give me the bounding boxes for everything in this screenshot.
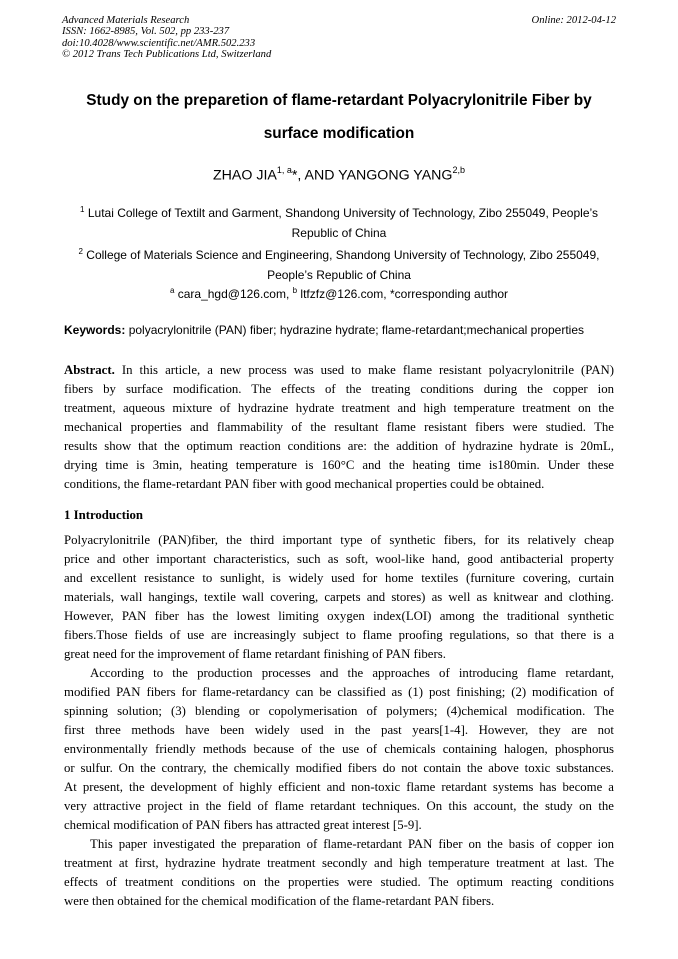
intro-line: Polyacrylonitrile (PAN)fiber, the third important type of synthetic fibers, for its relatively cheap xyxy=(64,533,614,547)
author-1-superscript: 1, a xyxy=(276,165,292,175)
affiliation-2-line-2: People’s Republic of China xyxy=(267,268,411,282)
abstract-line: fibers by surface modification. The effects of the treating conditions during the copper ion xyxy=(64,382,614,396)
affiliation-1-line-1: Lutai College of Textilt and Garment, Shandong University of Technology, Zibo 255049, People’s xyxy=(87,206,598,220)
introduction-body xyxy=(64,531,614,911)
keywords xyxy=(64,323,624,337)
intro-line: fibers.Those fields of use are increasingly subject to flame proofing regulations, so that there is a xyxy=(64,628,614,642)
intro-line: effects of treatment conditions on the properties were studied. The optimum reacting conditions xyxy=(64,875,614,889)
affiliation-1-line-2: Republic of China xyxy=(291,226,387,240)
intro-line: This paper investigated the preparation of flame-retardant PAN fiber on the basis of copper ion xyxy=(90,837,614,851)
keywords-label: Keywords: xyxy=(64,323,126,337)
doi-line: doi:10.4028/www.scientific.net/AMR.502.233 xyxy=(62,37,256,49)
affiliation-2 xyxy=(64,242,614,285)
intro-line: were then obtained for the chemical modification of the flame-retardant PAN fibers. xyxy=(64,894,495,908)
intro-line: great need for the improvement of flame retardant finishing of PAN fibers. xyxy=(64,647,446,661)
intro-line: materials, wall hangings, textile wall covering, carpets and stores) as well as knitwear and clothing. xyxy=(64,590,614,604)
intro-line: chemical modification of PAN fibers has attracted great interest [5-9]. xyxy=(64,818,422,832)
author-emails xyxy=(40,286,638,301)
abstract-line: conditions, the flame-retardant PAN fiber with good mechanical properties could be obtained. xyxy=(64,477,545,491)
intro-line: However, PAN fiber has the lowest limiting oxygen index(LOI) among the traditional synthetic xyxy=(64,609,614,623)
intro-line: price and other important characteristics, such as soft, wool-like hand, good antibacterial property xyxy=(64,552,614,566)
intro-line: very attractive project in the field of flame retardant techniques. On this account, the study on the xyxy=(64,799,614,813)
keywords-text: polyacrylonitrile (PAN) fiber; hydrazine hydrate; flame-retardant;mechanical properties xyxy=(125,323,585,337)
intro-line: and excellent resistance to sunlight, is widely used for home textiles (furniture covering, curtain xyxy=(64,571,614,585)
intro-line: According to the production processes and the approaches of introducing flame retardant, xyxy=(90,666,614,680)
affiliation-2-number: 2 xyxy=(78,247,83,256)
author-separator: *, AND xyxy=(291,167,339,184)
email-b-superscript: b xyxy=(292,286,298,295)
intro-line: environmentally friendly methods because of the use of chemicals containing halogen, phosphorus xyxy=(64,742,614,756)
email-b: ltfzfz@126.com, *corresponding author xyxy=(297,287,509,301)
email-a: cara_hgd@126.com, xyxy=(174,287,293,301)
paper-title-line-2: surface modification xyxy=(263,125,415,142)
journal-header xyxy=(62,15,616,60)
journal-name: Advanced Materials Research xyxy=(62,15,190,26)
abstract-label: Abstract. xyxy=(64,363,115,377)
author-line xyxy=(40,166,638,184)
affiliation-2-line-1: College of Materials Science and Engineering, Shandong University of Technology, Zibo 255049, xyxy=(86,248,600,262)
author-2-name: YANGONG YANG xyxy=(338,167,453,184)
intro-line: spinning solution; (3) blending or copolymerisation of polymers; (4)chemical modification. The xyxy=(64,704,614,718)
affiliation-1-number: 1 xyxy=(80,205,85,214)
author-1-name: ZHAO JIA xyxy=(213,167,277,184)
abstract-line: mechanical properties and flammability of the resultant flame resistant fibers were studied. The xyxy=(64,420,614,434)
intro-line: modified PAN fibers for flame-retardancy can be classified as (1) post finishing; (2) modification of xyxy=(64,685,614,699)
abstract-line: results show that the optimum reaction conditions are: the addition of hydrazine hydrate is 20mL, xyxy=(64,439,614,453)
abstract-line: treatment, aqueous mixture of hydrazine hydrate treatment and high temperature treatment on the xyxy=(64,401,614,415)
abstract-line: drying time is 3min, heating temperature is 160°C and the heating time is180min. Under these xyxy=(64,458,614,472)
intro-line: or sulfur. On the contrary, the chemically modified fibers do not contain the above toxic substances. xyxy=(64,761,614,775)
online-date: Online: 2012-04-12 xyxy=(531,15,616,26)
section-heading-introduction: 1 Introduction xyxy=(64,508,144,522)
email-a-superscript: a xyxy=(169,286,175,295)
intro-line: treatment at first, hydrazine hydrate treatment secondly and high temperature treatment at last. The xyxy=(64,856,614,870)
affiliation-1 xyxy=(64,200,614,243)
issn-line: ISSN: 1662-8985, Vol. 502, pp 233-237 xyxy=(62,26,230,38)
abstract-line: Abstract. In this article, a new process was used to make flame resistant polyacrylonitrile (PAN) xyxy=(64,363,614,377)
paper-title-line-1: Study on the preparetion of flame-retardant Polyacrylonitrile Fiber by xyxy=(86,92,592,109)
copyright-line: © 2012 Trans Tech Publications Ltd, Switzerland xyxy=(62,48,272,60)
author-2-superscript: 2,b xyxy=(452,165,465,175)
intro-line: first three methods have been widely used in the past years[1-4]. However, they are not xyxy=(64,723,614,737)
intro-line: At present, the development of highly efficient and non-toxic flame retardant systems has become a xyxy=(64,780,614,794)
abstract xyxy=(64,361,614,494)
